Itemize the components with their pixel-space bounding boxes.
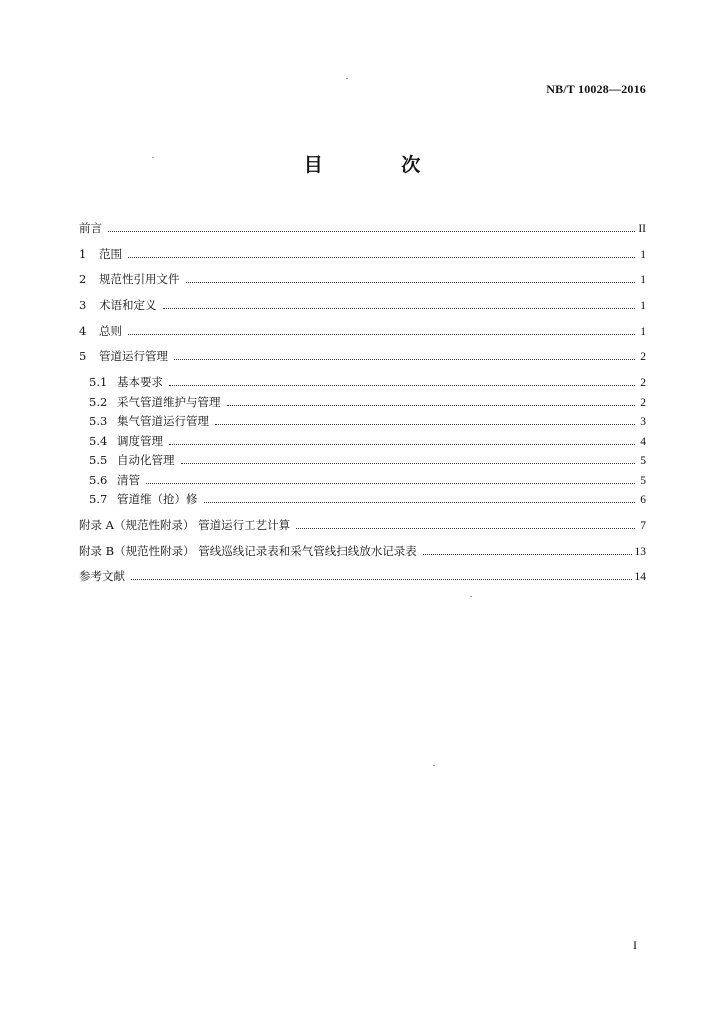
- toc-entry-page: 1: [640, 274, 646, 287]
- toc-entry-number: 5.1: [89, 375, 108, 390]
- toc-entry-page: 1: [640, 248, 646, 261]
- toc-entry-number: 4: [79, 323, 87, 338]
- toc-entry-label: 清管: [117, 472, 140, 487]
- toc-entry-number: 5.5: [89, 453, 108, 468]
- toc-entry-label: 自动化管理: [117, 453, 175, 468]
- toc-leader-dots: [163, 308, 636, 309]
- scan-speck: [152, 157, 154, 158]
- toc-leader-dots: [296, 528, 635, 529]
- toc-leader-dots: [169, 444, 635, 445]
- scan-speck: [470, 596, 472, 597]
- toc-entry-page: 6: [640, 494, 646, 507]
- toc-entry-label: 集气管道运行管理: [117, 414, 209, 429]
- toc-leader-dots: [131, 579, 632, 580]
- toc-entry-label: 基本要求: [117, 375, 163, 390]
- toc-entry-page: 2: [640, 377, 646, 390]
- toc-entry-label: 管道维（抢）修: [117, 492, 198, 507]
- toc-entry-page: 13: [634, 545, 646, 558]
- toc-entry-page: 5: [640, 474, 646, 487]
- toc-entry-label: 参考文献: [79, 569, 125, 584]
- toc-leader-dots: [181, 463, 636, 464]
- toc-leader-dots: [215, 424, 635, 425]
- toc-entry-label: 范围: [99, 246, 122, 261]
- toc-entry-number: 5: [79, 349, 87, 364]
- page-number: I: [633, 938, 637, 952]
- scan-speck: [346, 78, 348, 79]
- toc-entry-label: 调度管理: [117, 433, 163, 448]
- toc-leader-dots: [108, 231, 635, 232]
- toc-entry-page: II: [638, 223, 646, 235]
- toc-entry[interactable]: [79, 471, 646, 491]
- toc-entry[interactable]: [79, 542, 646, 562]
- toc-leader-dots: [227, 405, 636, 406]
- page-title: 目 次: [303, 154, 457, 176]
- toc-entry-label: 规范性引用文件: [99, 272, 180, 287]
- toc-entry-page: 2: [640, 396, 646, 409]
- toc-entry[interactable]: [79, 451, 646, 471]
- toc-entry[interactable]: [79, 347, 646, 367]
- toc-leader-dots: [128, 334, 635, 335]
- toc-entry-label: 术语和定义: [99, 298, 157, 313]
- toc-entry-label: 管道运行管理: [99, 349, 168, 364]
- toc-entry[interactable]: [79, 373, 646, 393]
- toc-entry[interactable]: [79, 412, 646, 432]
- toc-entry[interactable]: [79, 432, 646, 452]
- toc-entry-number: 5.6: [89, 472, 108, 487]
- toc-entry-number: 2: [79, 272, 87, 287]
- toc-entry-number: 3: [79, 298, 87, 313]
- toc-leader-dots: [204, 502, 636, 503]
- toc-entry-number: 5.7: [89, 492, 108, 507]
- toc-entry-number: 5.4: [89, 433, 108, 448]
- toc-leader-dots: [146, 483, 635, 484]
- toc-entry[interactable]: [79, 490, 646, 510]
- toc-entry-page: 1: [640, 325, 646, 338]
- toc-leader-dots: [128, 257, 635, 258]
- toc-leader-dots: [186, 282, 636, 283]
- toc-entry-page: 14: [634, 571, 646, 584]
- toc-entry-page: 7: [640, 519, 646, 532]
- table-of-contents: [79, 219, 646, 593]
- toc-entry-number: 1: [79, 246, 87, 261]
- toc-entry[interactable]: [79, 270, 646, 290]
- toc-entry[interactable]: [79, 567, 646, 587]
- toc-leader-dots: [423, 554, 632, 555]
- toc-entry-page: 4: [640, 435, 646, 448]
- toc-entry-page: 2: [640, 351, 646, 364]
- toc-entry-label: 前言: [79, 221, 102, 235]
- toc-entry-page: 5: [640, 455, 646, 468]
- toc-entry[interactable]: [79, 322, 646, 342]
- toc-entry[interactable]: [79, 516, 646, 536]
- toc-entry-label: 附录 B（规范性附录） 管线巡线记录表和采气管线扫线放水记录表: [79, 543, 417, 558]
- toc-entry-label: 总则: [99, 323, 122, 338]
- toc-entry[interactable]: [79, 393, 646, 413]
- toc-entry-page: 3: [640, 416, 646, 429]
- toc-entry-page: 1: [640, 300, 646, 313]
- toc-entry[interactable]: [79, 245, 646, 265]
- toc-entry-label: 采气管道维护与管理: [117, 394, 221, 409]
- standard-number: NB/T 10028—2016: [546, 82, 646, 96]
- toc-entry-label: 附录 A（规范性附录） 管道运行工艺计算: [79, 517, 291, 532]
- toc-entry[interactable]: [79, 219, 646, 239]
- toc-entry-number: 5.3: [89, 414, 108, 429]
- scan-speck: [433, 765, 435, 766]
- toc-leader-dots: [169, 385, 635, 386]
- toc-leader-dots: [174, 359, 635, 360]
- toc-entry[interactable]: [79, 296, 646, 316]
- toc-entry-number: 5.2: [89, 394, 108, 409]
